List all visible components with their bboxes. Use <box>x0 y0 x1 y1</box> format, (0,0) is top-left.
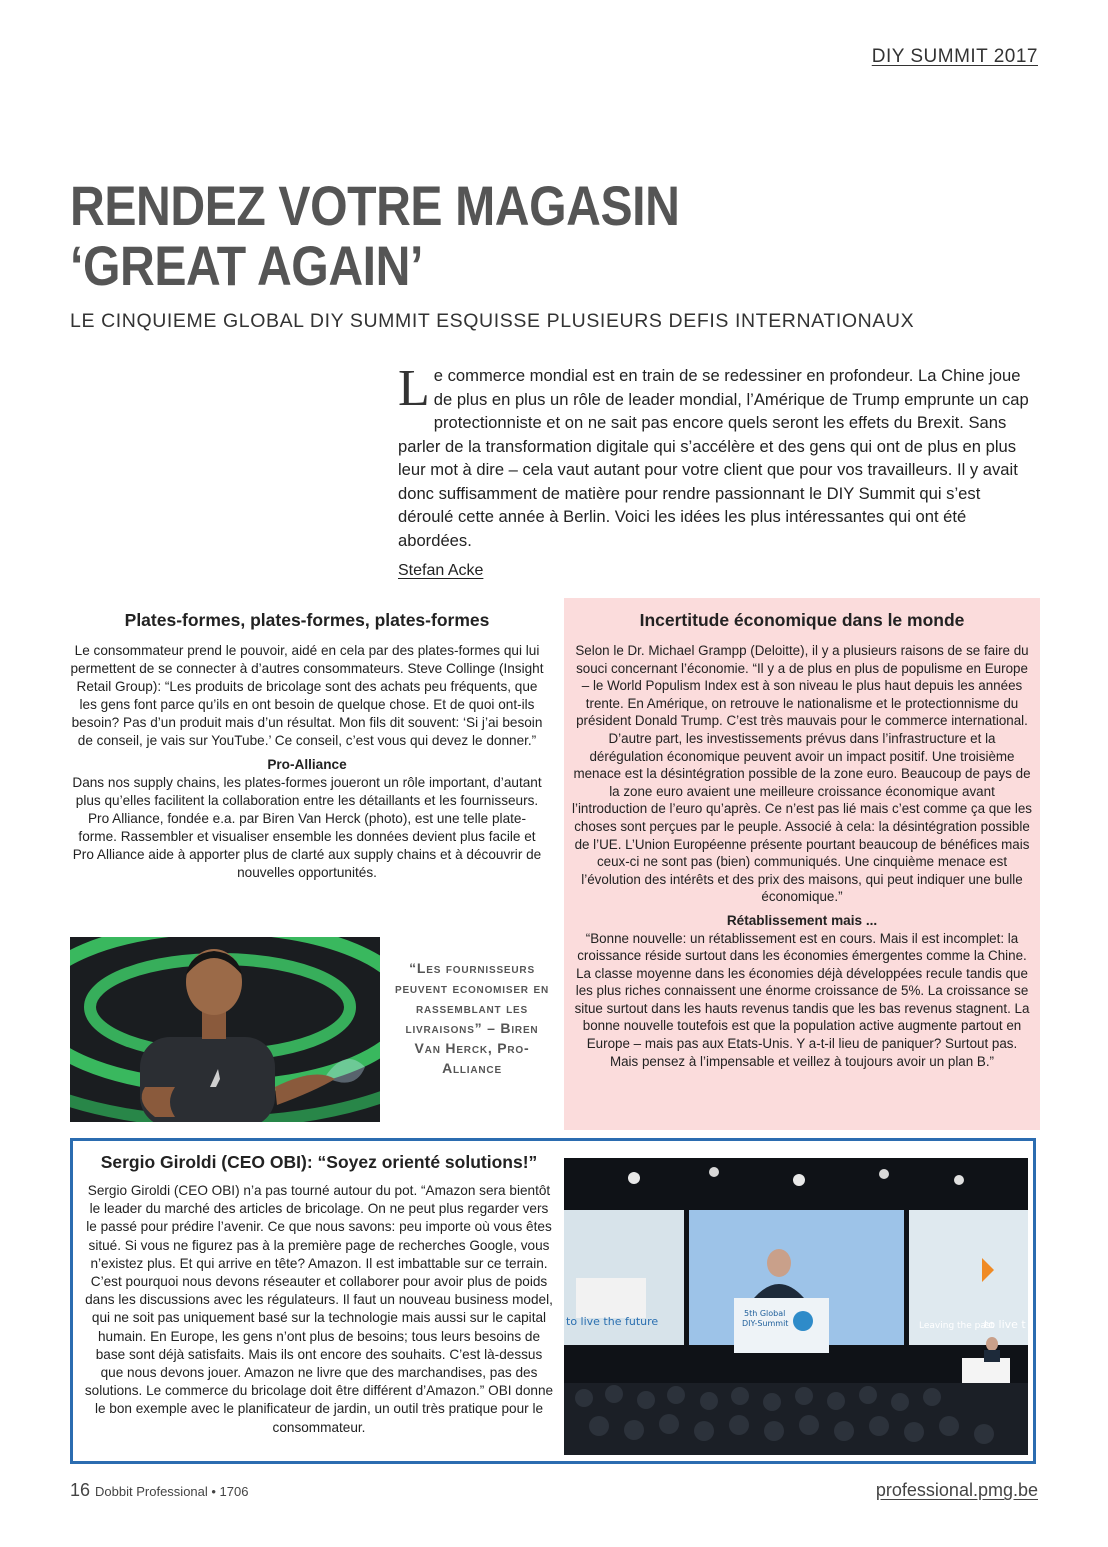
conference-stage-illustration <box>564 1158 1028 1455</box>
title-line-2: ‘GREAT AGAIN’ <box>70 234 423 297</box>
section-economy-paragraph-2: “Bonne nouvelle: un rétablissement est en cours. Mais il est incomplet: la croissance réside surtout dans les économies émergentes comme la Chine. La classe moyenne dans les économies déjà développées recule tandis que les plus riches connaissent une énorme croissance de 5%. La croissance se situe surtout dans les hauts revenus tandis que les bas revenus stagnent. La bonne nouvelle toutefois est que la population active augmente partout en Europe – mais pas aux Etats-Unis. Y a-t-il lieu de paniquer? Surtout pas. Mais pensez à l’impensable et veillez à toujours avoir un plan B.” <box>574 930 1030 1069</box>
section-platforms-title: Plates-formes, plates-formes, plates-formes <box>124 610 490 630</box>
screen-logo-line-1: 5th Global <box>744 1309 786 1318</box>
article-subtitle: LE CINQUIEME GLOBAL DIY SUMMIT ESQUISSE PLUSIEURS DEFIS INTERNATIONAUX <box>70 310 915 332</box>
section-platforms-paragraph-1: Le consommateur prend le pouvoir, aidé en cela par des plates-formes qui lui permettent de se connecter à d’autres consommateurs. Steve Collinge (Insight Retail Group): “Les produits de bricolage sont des achats peu fréquents, que les gens font parce qu’ils en ont besoin de quelque chose. Et de quoi ont-ils besoin? Pas d’un produit mais d’un résultat. Mon fils dit souvent: ‘Si j’ai besoin de conseil, je vais sur YouTube.’ Ce conseil, c’est vous qui devez le donner.” <box>70 643 544 748</box>
section-economy-title: Incertitude économique dans le monde <box>639 610 965 630</box>
screen-text-far-right: to live t <box>984 1318 1026 1331</box>
section-platforms-subheading: Pro-Alliance <box>267 757 347 772</box>
screen-text-left: to live the future <box>566 1315 659 1328</box>
page-number: 16 <box>70 1480 91 1500</box>
drop-cap: L <box>398 360 430 417</box>
section-platforms-paragraph-2: Dans nos supply chains, les plates-formes joueront un rôle important, d’autant plus qu’elles facilitent la collaboration entre les détaillants et les fournisseurs. Pro Alliance, fondée e.a. par Biren Van Herck (photo), est une telle plate-forme. Rassembler et visualiser ensemble les données devient plus facile et Pro Alliance aide à apporter plus de clarté aux supply chains et à découvrir de nouvelles opportunités. <box>72 775 542 880</box>
intro-paragraph <box>398 360 1036 552</box>
section-platforms <box>70 608 544 882</box>
section-economy-content <box>564 598 1040 1070</box>
publication-name: Dobbit Professional • 1706 <box>95 1484 249 1499</box>
conference-stage-photo <box>564 1158 1028 1455</box>
author-byline: Stefan Acke <box>398 562 484 579</box>
article-title <box>70 176 706 296</box>
section-economy-box <box>564 598 1040 1130</box>
title-line-1: RENDEZ VOTRE MAGASIN <box>70 174 680 237</box>
screen-logo-line-2: DIY-Summit <box>742 1319 789 1328</box>
screen-text-right: Leaving the past <box>919 1321 995 1331</box>
pull-quote: “Les fournisseurs peuvent economiser en rassemblant les livraisons” – Biren Van Herck, Pro-Alliance <box>394 960 550 1076</box>
section-obi-content <box>84 1150 554 1437</box>
section-economy-paragraph-1: Selon le Dr. Michael Grampp (Deloitte), il y a plusieurs raisons de se faire du souci concernant l’économie. “Il y a de plus en plus de populisme en Europe – le World Populism Index est à son niveau le plus haut depuis les années trente. En Amérique, on retrouve le nationalisme et le protectionnisme du président Donald Trump. C’est très mauvais pour le commerce international. D’autre part, les investissements prévus dans l’infrastructure et la dérégulation économique peuvent avoir un impact positif. Une troisième menace est la désintégration possible de la zone euro. Beaucoup de pays de la zone euro avaient une meilleure croissance économique avant l’introduction de l’euro qu’après. Ce n’est pas lié mais c’est comme ça que les choses sont perçues par le peuple. Associé à cela: la désintégration possible de l’UE. L’Union Européenne présente pourtant beaucoup de bénéfices mais ceux-ci ne sont pas (bien) communiqués. Une cinquième menace est l’évolution des intérêts et des prix des maisons, qui peut indiquer une bulle économique.” <box>572 643 1032 905</box>
header-tag: DIY SUMMIT 2017 <box>871 46 1038 67</box>
footer-left <box>70 1480 248 1501</box>
section-obi-title: Sergio Giroldi (CEO OBI): “Soyez orienté solutions!” <box>100 1152 538 1172</box>
footer-website-link[interactable]: professional.pmg.be <box>875 1480 1038 1500</box>
speaker-photo-illustration <box>70 937 380 1122</box>
speaker-photo <box>70 937 380 1122</box>
section-economy-subheading: Rétablissement mais ... <box>726 912 878 928</box>
intro-text: e commerce mondial est en train de se redessiner en profondeur. La Chine joue de plus en plus un rôle de leader mondial, l’Amérique de Trump emprunte un cap protectionniste et on ne sait pas encore quels seront les effets du Brexit. Sans parler de la transformation digitale qui s’accélère et des gens qui ont de plus en plus leur mot à dire – cela vaut autant pour votre client que pour vos travailleurs. Il y avait donc suffisamment de matière pour rendre passionnant le DIY Summit qui s’est déroulé cette année à Berlin. Voici les idées les plus intéressantes qui ont été abordées. <box>398 366 1029 550</box>
section-obi-paragraph: Sergio Giroldi (CEO OBI) n’a pas tourné autour du pot. “Amazon sera bientôt le leader du marché des articles de bricolage. On ne peut plus regarder vers le passé pour prédire l’avenir. Ce que nous savons: peu importe où vous êtes situé. Si vous ne figurez pas à la première page de recherches Google, vous n’existez plus. Et qui arrive en tête? Amazon. Il est imbattable sur ce terrain. C’est pourquoi nous devons réseauter et collaborer pour avoir plus de poids dans les discussions avec les régulateurs. Il faut un nouveau business model, qui ne soit pas uniquement basé sur la technologie mais aussi sur le capital humain. En Europe, les gens n’ont plus de besoins; tous leurs besoins de base sont déjà satisfaits. Mais ils ont encore des souhaits. C’est là-dessus que nous devons jouer. Amazon ne livre que des marchandises, pas des solutions. Le commerce du bricolage doit être différent d’Amazon.” OBI donne le bon exemple avec le planificateur de jardin, un outil très pratique pour le consommateur. <box>84 1183 554 1435</box>
